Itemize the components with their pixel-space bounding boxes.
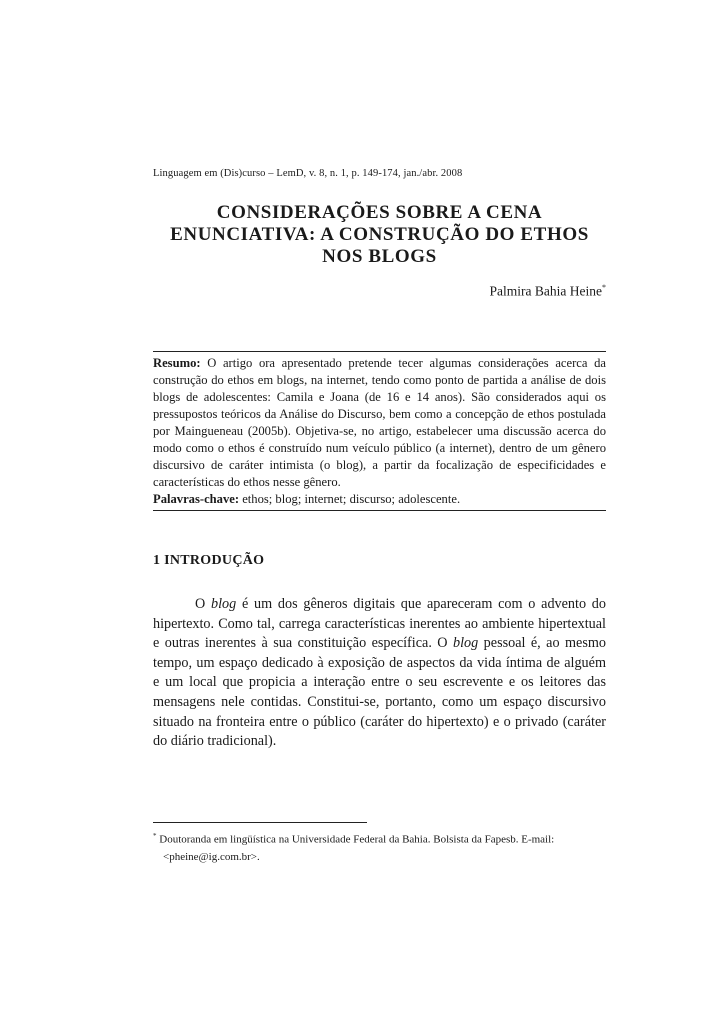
footnote-email: <pheine@ig.com.br>. [163,850,260,863]
abstract-text: O artigo ora apresentado pretende tecer algumas considerações acerca da construção do ethos em blogs, na internet, tendo como ponto de partida a análise de dois blogs de adolescentes: Camila e Joana (de 16 e 14 anos). São considerados aqui os pressupostos teóricos da Análise do Discurso, bem como a concepção de ethos postulada por Maingueneau (2005b). Objetiva-se, no artigo, estabelecer uma discussão acerca do modo como o ethos é construído num veículo público (a internet), dentro de um gênero discursivo de caráter intimista (o blog), a partir da focalização de especificidades e características do ethos nesse gênero. [153,356,606,489]
intro-text-part-2: é um dos gêneros digitais que apareceram com o advento do hipertexto. Como tal, carrega características inerentes ao ambiente hipertextual e outras inerentes à sua constituição específica. O [153,596,606,652]
abstract-box [153,351,606,511]
intro-text-part-1: O [195,596,211,612]
author-name: Palmira Bahia Heine [489,283,602,299]
footnote-divider [153,822,367,823]
section-heading: 1 INTRODUÇÃO [153,553,265,568]
author-footnote-mark: * [602,283,606,292]
intro-text-part-3: pessoal é, ao mesmo tempo, um espaço dedicado à exposição de aspectos da vida íntima de alguém e um local que propicia a interação entre o seu escrevente e os leitores das mensagens nele contidas. Constitui-se, portanto, como um espaço discursivo situado na fronteira entre o público (caráter do hipertexto) e o privado (caráter do diário tradicional). [153,635,606,750]
author-line [490,283,606,300]
journal-header: Linguagem em (Dis)curso – LemD, v. 8, n. 1, p. 149-174, jan./abr. 2008 [153,168,463,179]
article-title [153,202,606,268]
title-line-2: ENUNCIATIVA: A CONSTRUÇÃO DO ETHOS [170,224,589,245]
keywords-text: ethos; blog; internet; discurso; adolescente. [242,492,461,506]
title-line-1: CONSIDERAÇÕES SOBRE A CENA [216,202,543,223]
intro-paragraph [153,595,606,752]
abstract-label: Resumo: [153,356,201,370]
footnote-mark: * [153,832,157,840]
keywords-paragraph [153,491,606,508]
title-line-3: NOS BLOGS [322,246,437,267]
intro-blog-term-2: blog [453,635,479,652]
intro-blog-term-1: blog [211,596,237,612]
abstract-paragraph [153,355,606,491]
footnote-text: Doutoranda em lingüística na Universidade Federal da Bahia. Bolsista da Fapesb. E-mail: [159,833,555,846]
footnote [153,828,606,866]
keywords-label: Palavras-chave: [153,492,240,506]
